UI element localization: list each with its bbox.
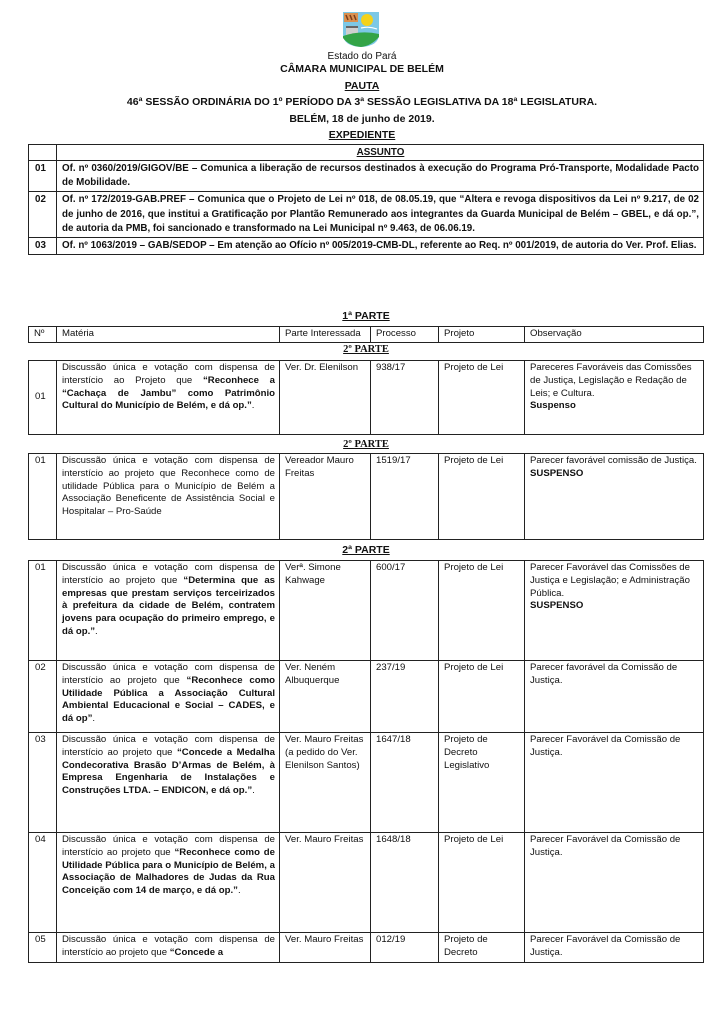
col-header-observacao: Observação: [525, 327, 704, 343]
parte-cell: Ver. Mauro Freitas: [280, 933, 371, 963]
observacao-cell: Parecer Favorável das Comissões de Justiça e Legislação; e Administração Pública. SUSPENSO: [525, 561, 704, 661]
table-row: 01 Discussão única e votação com dispensa de interstício ao Projeto que “Reconhece a “Cachaça de Jambu” como Patrimônio Cultural do Município de Belém, e dá op.”. Ver. Dr. Elenilson 938/17 Projeto de Lei Pareceres Favoráveis das Comissões de Justiça, Legislação e Redação de Leis; e Cultura. Suspenso: [29, 361, 704, 435]
date-line: BELÉM, 18 de junho de 2019.: [289, 113, 435, 125]
observacao-cell: Parecer Favorável da Comissão de Justiça.: [525, 933, 704, 963]
processo-cell: 1647/18: [371, 733, 439, 833]
projeto-cell: Projeto de Decreto Legislativo: [439, 733, 525, 833]
table-row: 02 Discussão única e votação com dispensa de interstício ao projeto que “Reconhece como Utilidade Pública a Associação Cultural Ambiental Educacional e Social – CADES, e dá op”. Ver. Neném Albuquerque 237/19 Projeto de Lei Parecer favorável da Comissão de Justiça.: [29, 661, 704, 733]
projeto-cell: Projeto de Lei: [439, 561, 525, 661]
materia-cell: Discussão única e votação com dispensa de interstício ao projeto que “Determina que as empresas que prestam serviços terceirizados à prefeitura da cidade de Belém, contratem jovens para ocupação do primeiro emprego, e dá op.”.: [57, 561, 280, 661]
parte-2c-table: [28, 560, 704, 963]
materia-cell: Discussão única e votação com dispensa de interstício ao Projeto que “Reconhece a “Cachaça de Jambu” como Patrimônio Cultural do Município de Belém, e dá op.”.: [57, 361, 280, 435]
table-row: 03 Of. nº 1063/2019 – GAB/SEDOP – Em atenção ao Ofício nº 005/2019-CMB-DL, referente ao Req. nº 001/2019, de autoria do Ver. Prof. Elias.: [29, 238, 704, 255]
city-coat-of-arms-icon: [341, 10, 381, 48]
col-header-materia: Matéria: [57, 327, 280, 343]
projeto-cell: Projeto de Lei: [439, 454, 525, 540]
status-badge: Suspenso: [530, 400, 576, 412]
section-parte-2c: 2ª PARTE: [342, 544, 390, 556]
processo-cell: 012/19: [371, 933, 439, 963]
processo-cell: 1519/17: [371, 454, 439, 540]
assunto-text: Of. nº 0360/2019/GIGOV/BE – Comunica a liberação de recursos destinados à execução do Programa Pró-Transporte, Modalidade Pacto de Mobilidade.: [57, 161, 704, 192]
chamber-name: CÂMARA MUNICIPAL DE BELÉM: [280, 63, 444, 75]
materia-cell: Discussão única e votação com dispensa de interstício ao projeto que “Reconhece como de Utilidade Pública para o Município de Belém, a Associação de Malhadores de Judas da Rua Conceição com 14 de março, e dá op.”.: [57, 833, 280, 933]
materia-cell: Discussão única e votação com dispensa de interstício ao projeto que “Concede a: [57, 933, 280, 963]
parte-cell: Ver. Mauro Freitas: [280, 833, 371, 933]
parte-cell: Ver. Dr. Elenilson: [280, 361, 371, 435]
observacao-cell: Parecer favorável da Comissão de Justiça.: [525, 661, 704, 733]
table-row: 02 Of. nº 172/2019-GAB.PREF – Comunica que o Projeto de Lei nº 018, de 08.05.19, que “Altera e revoga dispositivos da Lei nº 9.217, de 02 de junho de 2016, que institui a Gratificação por Plantão Remunerado aos integrantes da Guarda Municipal de Belém – GBEL, e dá op.”, de autoria da PMB, foi sancionado e transformado na Lei Municipal nº 9.463, de 06.06.19.: [29, 192, 704, 238]
parte-cell: Ver. Mauro Freitas (a pedido do Ver. Elenilson Santos): [280, 733, 371, 833]
section-parte-2a: 2º PARTE: [343, 344, 389, 355]
table-row: 01 Discussão única e votação com dispensa de interstício ao projeto que Reconhece como de utilidade Pública para o Município de Belém a Associação Beneficente de Assistência Social e Hospitalar – Pro-Saúde Vereador Mauro Freitas 1519/17 Projeto de Lei Parecer favorável comissão de Justiça. SUSPENSO: [29, 454, 704, 540]
materia-cell: Discussão única e votação com dispensa de interstício ao projeto que Reconhece como de utilidade Pública para o Município de Belém a Associação Beneficente de Assistência Social e Hospitalar – Pro-Saúde: [57, 454, 280, 540]
section-parte-2b: 2º PARTE: [343, 439, 389, 450]
assunto-text: Of. nº 1063/2019 – GAB/SEDOP – Em atenção ao Ofício nº 005/2019-CMB-DL, referente ao Req. nº 001/2019, de autoria do Ver. Prof. Elias.: [57, 238, 704, 255]
col-header-processo: Processo: [371, 327, 439, 343]
materia-cell: Discussão única e votação com dispensa de interstício ao projeto que “Concede a Medalha Condecorativa Brasão D’Armas de Belém, à Empresa Engenharia de Instalações e Construções LTDA. – ENDICON, e dá op.”.: [57, 733, 280, 833]
processo-cell: 1648/18: [371, 833, 439, 933]
observacao-cell: Parecer Favorável da Comissão de Justiça.: [525, 733, 704, 833]
observacao-cell: Parecer Favorável da Comissão de Justiça.: [525, 833, 704, 933]
table-header-row: [29, 327, 704, 343]
processo-cell: 938/17: [371, 361, 439, 435]
section-expediente: EXPEDIENTE: [328, 129, 396, 141]
projeto-cell: Projeto de Lei: [439, 661, 525, 733]
processo-cell: 237/19: [371, 661, 439, 733]
table-row: 01 Discussão única e votação com dispensa de interstício ao projeto que “Determina que as empresas que prestam serviços terceirizados à prefeitura da cidade de Belém, contratem jovens para ocupação do primeiro emprego, e dá op.”. Verª. Simone Kahwage 600/17 Projeto de Lei Parecer Favorável das Comissões de Justiça e Legislação; e Administração Pública. SUSPENSO: [29, 561, 704, 661]
assunto-header: ASSUNTO: [57, 145, 704, 161]
col-header-projeto: Projeto: [439, 327, 525, 343]
table-header-row: [29, 145, 704, 161]
col-header-num: Nº: [29, 327, 57, 343]
processo-cell: 600/17: [371, 561, 439, 661]
status-badge: SUSPENSO: [530, 600, 584, 612]
session-title: 46ª SESSÃO ORDINÁRIA DO 1º PERÍODO DA 3ª SESSÃO LEGISLATIVA DA 18ª LEGISLATURA.: [126, 96, 598, 108]
col-header-parte: Parte Interessada: [280, 327, 371, 343]
materia-cell: Discussão única e votação com dispensa de interstício ao projeto que “Reconhece como Utilidade Pública a Associação Cultural Ambiental Educacional e Social – CADES, e dá op”.: [57, 661, 280, 733]
parte-2a-table: [28, 360, 704, 435]
table-row: 04 Discussão única e votação com dispensa de interstício ao projeto que “Reconhece como de Utilidade Pública para o Município de Belém, a Associação de Malhadores de Judas da Rua Conceição com 14 de março, e dá op.”. Ver. Mauro Freitas 1648/18 Projeto de Lei Parecer Favorável da Comissão de Justiça.: [29, 833, 704, 933]
projeto-cell: Projeto de Lei: [439, 833, 525, 933]
parte-2b-table: [28, 453, 704, 540]
parte-1-header-table: [28, 326, 704, 343]
assunto-text: Of. nº 172/2019-GAB.PREF – Comunica que o Projeto de Lei nº 018, de 08.05.19, que “Altera e revoga dispositivos da Lei nº 9.217, de 02 de junho de 2016, que institui a Gratificação por Plantão Remunerado aos integrantes da Guarda Municipal de Belém – GBEL, e dá op.”, de autoria da PMB, foi sancionado e transformado na Lei Municipal nº 9.463, de 06.06.19.: [57, 192, 704, 238]
doc-type: PAUTA: [344, 80, 380, 92]
parte-cell: Ver. Neném Albuquerque: [280, 661, 371, 733]
observacao-cell: Parecer favorável comissão de Justiça. SUSPENSO: [525, 454, 704, 540]
table-row: 05 Discussão única e votação com dispensa de interstício ao projeto que “Concede a Ver. Mauro Freitas 012/19 Projeto de Decreto Parecer Favorável da Comissão de Justiça.: [29, 933, 704, 963]
parte-cell: Vereador Mauro Freitas: [280, 454, 371, 540]
parte-cell: Verª. Simone Kahwage: [280, 561, 371, 661]
section-parte-1: 1ª PARTE: [342, 310, 390, 322]
observacao-cell: Pareceres Favoráveis das Comissões de Justiça, Legislação e Redação de Leis; e Cultura. Suspenso: [525, 361, 704, 435]
table-row: 03 Discussão única e votação com dispensa de interstício ao projeto que “Concede a Medalha Condecorativa Brasão D’Armas de Belém, à Empresa Engenharia de Instalações e Construções LTDA. – ENDICON, e dá op.”. Ver. Mauro Freitas (a pedido do Ver. Elenilson Santos) 1647/18 Projeto de Decreto Legislativo Parecer Favorável da Comissão de Justiça.: [29, 733, 704, 833]
state-name: Estado do Pará: [327, 51, 397, 62]
expediente-table: [28, 144, 704, 255]
projeto-cell: Projeto de Decreto: [439, 933, 525, 963]
status-badge: SUSPENSO: [530, 467, 584, 479]
projeto-cell: Projeto de Lei: [439, 361, 525, 435]
table-row: 01 Of. nº 0360/2019/GIGOV/BE – Comunica a liberação de recursos destinados à execução do Programa Pró-Transporte, Modalidade Pacto de Mobilidade.: [29, 161, 704, 192]
